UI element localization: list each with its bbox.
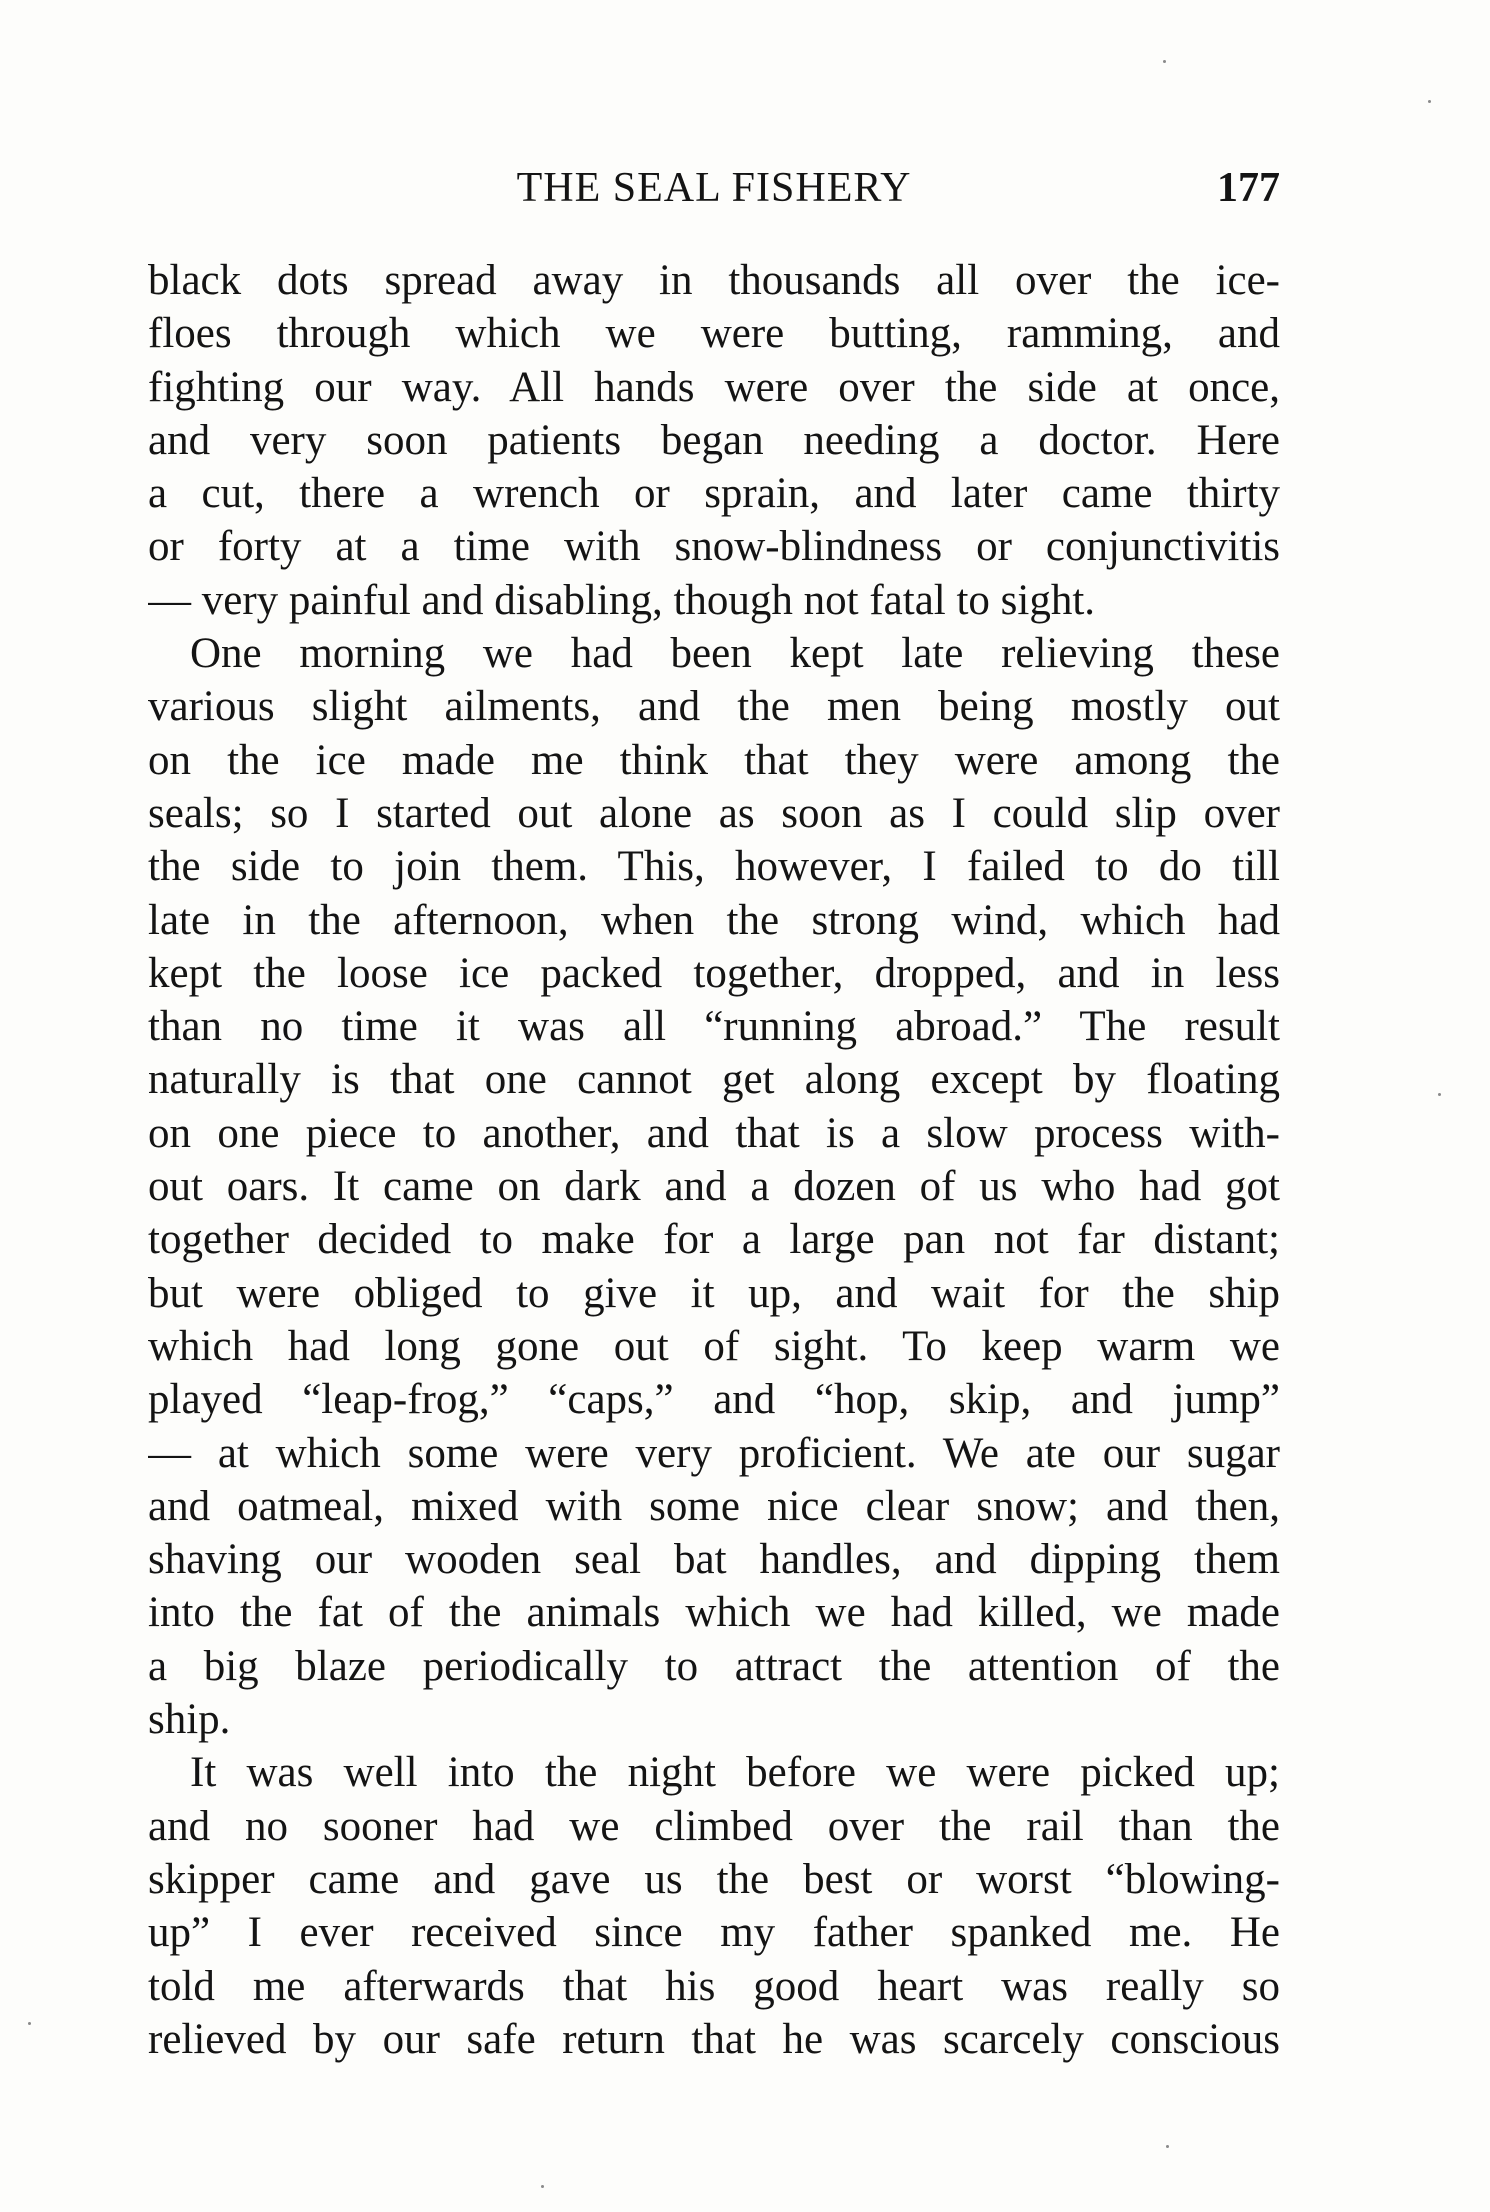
- text-line: black dots spread away in thousands all over the ice-: [148, 257, 1280, 304]
- text-line: shaving our wooden seal bat handles, and dipping them: [148, 1536, 1280, 1584]
- text-line: skipper came and gave us the best or worst “blowing-: [148, 1855, 1280, 1903]
- text-line: which had long gone out of sight. To keep warm we: [148, 1322, 1280, 1370]
- text-line: late in the afternoon, when the strong wind, which had: [148, 896, 1280, 944]
- text-line: and oatmeal, mixed with some nice clear snow; and then,: [148, 1482, 1280, 1530]
- text-line: — very painful and disabling, though not fatal to sight.: [148, 576, 1096, 624]
- scan-speck: [28, 2022, 31, 2025]
- text-line: played “leap-frog,” “caps,” and “hop, skip, and jump”: [148, 1376, 1280, 1424]
- running-head: [148, 158, 1280, 218]
- scan-speck: [1163, 60, 1166, 63]
- text-line: but were obliged to give it up, and wait for the ship: [148, 1269, 1280, 1317]
- paragraph: [148, 254, 1280, 627]
- text-line: One morning we had been kept late relieving these: [190, 630, 1280, 678]
- text-line: on the ice made me think that they were among the: [148, 736, 1280, 784]
- paragraph: [148, 1746, 1280, 2066]
- text-line: ship.: [148, 1696, 231, 1744]
- body-text: [148, 254, 1280, 2066]
- text-line: floes through which we were butting, ramming, and: [148, 310, 1280, 358]
- scan-speck: [1438, 1093, 1441, 1096]
- scan-speck: [541, 2185, 544, 2188]
- running-title: THE SEAL FISHERY: [516, 165, 912, 211]
- text-line: and no sooner had we climbed over the rail than the: [148, 1802, 1280, 1850]
- page-number: 177: [1217, 165, 1280, 211]
- text-line: kept the loose ice packed together, dropped, and in less: [148, 949, 1280, 997]
- text-line: relieved by our safe return that he was scarcely conscious: [148, 2015, 1280, 2063]
- text-line: a big blaze periodically to attract the attention of the: [148, 1642, 1280, 1690]
- text-line: — at which some were very proficient. We ate our sugar: [148, 1429, 1280, 1477]
- text-line: or forty at a time with snow-blindness or conjunctivitis: [148, 523, 1280, 571]
- text-line: seals; so I started out alone as soon as I could slip over: [148, 789, 1280, 837]
- scan-speck: [1428, 100, 1431, 103]
- text-line: the side to join them. This, however, I failed to do till: [148, 843, 1280, 891]
- text-line: fighting our way. All hands were over the side at once,: [148, 363, 1280, 411]
- text-line: than no time it was all “running abroad.” The result: [148, 1003, 1280, 1051]
- paragraph: [148, 627, 1280, 1746]
- text-line: It was well into the night before we were picked up;: [190, 1749, 1280, 1797]
- text-line: into the fat of the animals which we had killed, we made: [148, 1589, 1280, 1637]
- text-line: and very soon patients began needing a doctor. Here: [148, 416, 1280, 464]
- text-line: on one piece to another, and that is a slow process with-: [148, 1109, 1280, 1157]
- text-line: a cut, there a wrench or sprain, and later came thirty: [148, 470, 1280, 518]
- text-line: together decided to make for a large pan not far distant;: [148, 1216, 1280, 1264]
- text-line: various slight ailments, and the men being mostly out: [148, 683, 1280, 731]
- text-line: out oars. It came on dark and a dozen of us who had got: [148, 1163, 1280, 1211]
- text-line: naturally is that one cannot get along except by floating: [148, 1056, 1280, 1104]
- text-line: told me afterwards that his good heart was really so: [148, 1962, 1280, 2010]
- text-line: up” I ever received since my father spanked me. He: [148, 1909, 1280, 1957]
- scan-speck: [1166, 2145, 1169, 2148]
